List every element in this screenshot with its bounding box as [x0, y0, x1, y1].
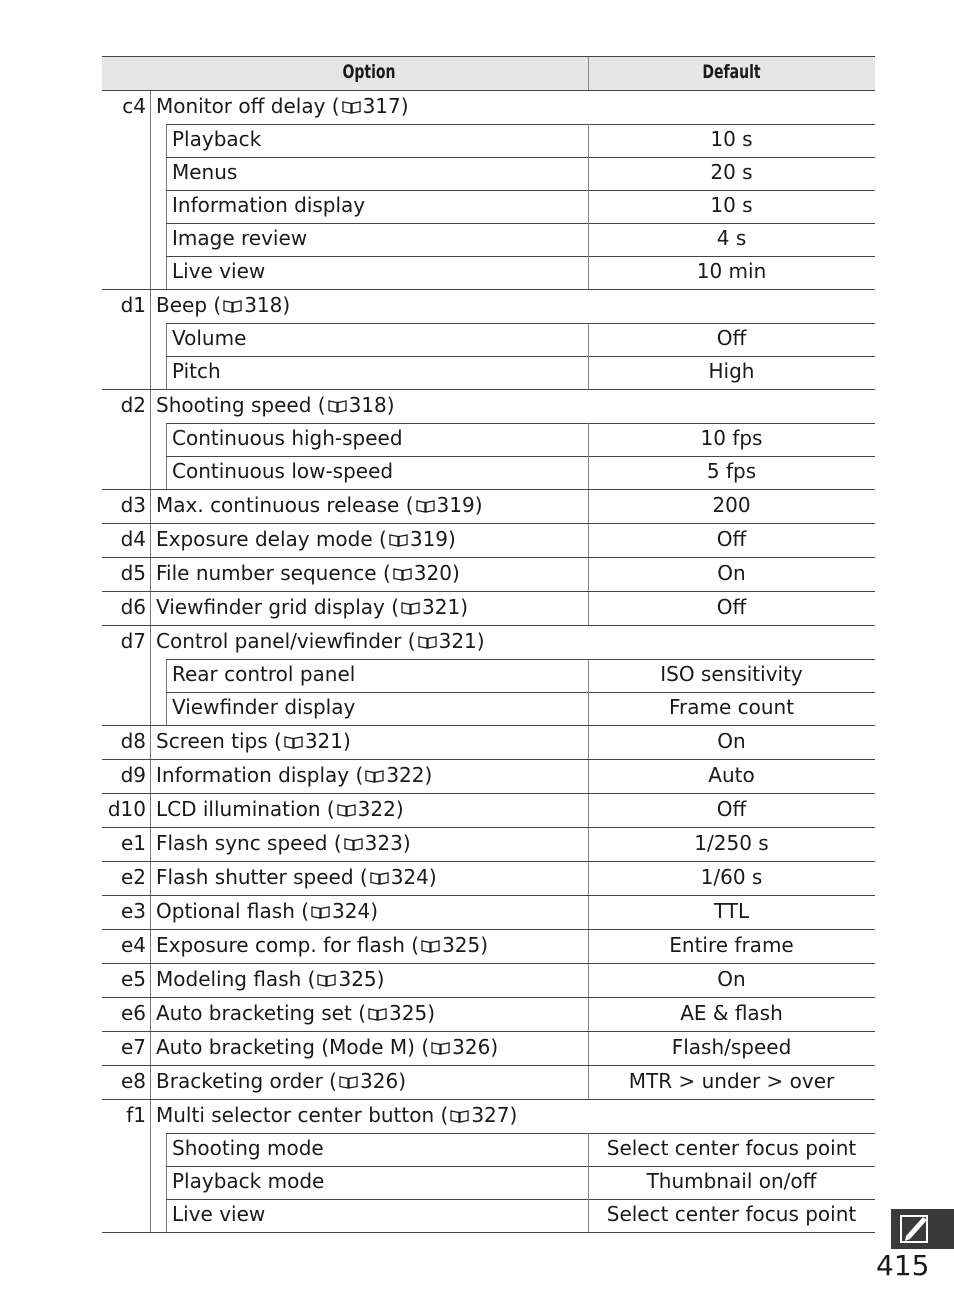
column-divider [150, 558, 151, 591]
suboption-label: Information display [172, 193, 366, 217]
option-code: d9 [120, 763, 146, 787]
book-reference-icon [393, 567, 412, 581]
option-label: LCD illumination ( 322) [156, 797, 404, 821]
table-row [102, 726, 875, 760]
suboption-label: Rear control panel [172, 662, 356, 686]
option-code: e5 [120, 967, 146, 991]
table-body [102, 91, 875, 1233]
option-label: Multi selector center button ( 327) [156, 1103, 518, 1127]
option-label: Modeling flash ( 325) [156, 967, 385, 991]
option-code: e3 [120, 899, 146, 923]
column-divider [166, 256, 167, 289]
option-label: Exposure delay mode ( 319) [156, 527, 456, 551]
column-divider [150, 524, 151, 557]
suboption-label: Shooting mode [172, 1136, 324, 1160]
option-name: Auto bracketing (Mode M) [156, 1035, 415, 1059]
option-code: d1 [120, 293, 146, 317]
column-divider [150, 626, 151, 659]
defaults-table [102, 56, 875, 1233]
book-reference-icon [421, 939, 440, 953]
option-name: Information display [156, 763, 350, 787]
table-row [102, 964, 875, 998]
column-divider [166, 157, 167, 190]
option-code: d4 [120, 527, 146, 551]
table-subrow [102, 1133, 875, 1166]
default-value: On [717, 729, 746, 753]
table-subrow [102, 256, 875, 290]
suboption-label: Volume [172, 326, 247, 350]
table-subrow [102, 356, 875, 390]
default-value: Flash/speed [671, 1035, 792, 1059]
column-divider [150, 223, 151, 256]
option-name: Monitor off delay [156, 94, 326, 118]
option-label: Exposure comp. for flash ( 325) [156, 933, 489, 957]
default-value: High [708, 359, 755, 383]
option-label: Max. continuous release ( 319) [156, 493, 483, 517]
suboption-label: Viewfinder display [172, 695, 356, 719]
default-value: 10 s [710, 193, 753, 217]
option-code: d2 [120, 393, 146, 417]
default-value: 200 [712, 493, 751, 517]
column-divider [166, 1166, 167, 1199]
default-value: Off [716, 595, 747, 619]
column-divider [150, 1032, 151, 1065]
default-value: 10 min [696, 259, 767, 283]
default-value: 5 fps [706, 459, 757, 483]
book-reference-icon [389, 533, 408, 547]
book-reference-icon [418, 635, 437, 649]
column-divider [150, 490, 151, 523]
default-value: ISO sensitivity [660, 662, 803, 686]
column-divider [150, 456, 151, 489]
page-reference: 323 [364, 831, 403, 855]
table-row [102, 626, 875, 659]
option-name: Bracketing order [156, 1069, 323, 1093]
book-reference-icon [450, 1109, 469, 1123]
column-divider [166, 1199, 167, 1232]
book-reference-icon [284, 735, 303, 749]
page-reference: 325 [338, 967, 377, 991]
table-row [102, 1066, 875, 1100]
column-divider [150, 862, 151, 895]
table-row [102, 290, 875, 323]
suboption-label: Live view [172, 259, 266, 283]
page-reference: 319 [409, 527, 449, 551]
option-name: Multi selector center button [156, 1103, 435, 1127]
option-name: Shooting speed [156, 393, 312, 417]
option-name: Beep [156, 293, 208, 317]
book-reference-icon [328, 399, 347, 413]
page-reference: 321 [422, 595, 461, 619]
option-label: Beep ( 318) [156, 293, 291, 317]
option-code: d7 [120, 629, 146, 653]
page-number: 415 [876, 1249, 930, 1282]
column-divider [166, 456, 167, 489]
suboption-label: Live view [172, 1202, 266, 1226]
table-subrow [102, 323, 875, 356]
column-divider [150, 390, 151, 423]
option-label: Shooting speed ( 318) [156, 393, 395, 417]
table-subrow [102, 1166, 875, 1199]
suboption-label: Continuous high-speed [172, 426, 403, 450]
book-reference-icon [337, 803, 356, 817]
table-row [102, 490, 875, 524]
default-value: 1/60 s [700, 865, 763, 889]
column-divider [150, 1066, 151, 1099]
page-reference: 322 [386, 763, 425, 787]
option-label: Screen tips ( 321) [156, 729, 351, 753]
column-divider [150, 964, 151, 997]
option-label: Monitor off delay ( 317) [156, 94, 409, 118]
column-divider [150, 91, 151, 124]
page-reference: 326 [360, 1069, 399, 1093]
option-code: e8 [120, 1069, 146, 1093]
column-divider [150, 290, 151, 323]
page-reference: 324 [390, 865, 429, 889]
table-row [102, 1100, 875, 1133]
table-subrow [102, 124, 875, 157]
default-value: 4 s [716, 226, 747, 250]
option-column-header: Option [342, 61, 396, 83]
table-row [102, 524, 875, 558]
page-reference: 327 [471, 1103, 510, 1127]
page-reference: 319 [436, 493, 475, 517]
option-code: c4 [122, 94, 146, 118]
option-code: e6 [120, 1001, 146, 1025]
table-row [102, 390, 875, 423]
table-subrow [102, 1199, 875, 1233]
column-divider [150, 896, 151, 929]
option-name: Optional flash [156, 899, 295, 923]
column-divider [150, 190, 151, 223]
table-row [102, 1032, 875, 1066]
table-subrow [102, 157, 875, 190]
column-divider [166, 692, 167, 725]
column-divider [150, 323, 151, 356]
column-divider [150, 760, 151, 793]
column-divider [166, 323, 167, 356]
book-reference-icon [223, 299, 242, 313]
book-reference-icon [311, 905, 330, 919]
option-name: Flash shutter speed [156, 865, 354, 889]
default-value: TTL [713, 899, 750, 923]
option-code: f1 [126, 1103, 146, 1127]
option-code: d5 [120, 561, 146, 585]
book-reference-icon [368, 1007, 387, 1021]
option-name: Screen tips [156, 729, 268, 753]
page-reference: 325 [442, 933, 481, 957]
column-divider [166, 124, 167, 157]
page-reference: 318 [348, 393, 387, 417]
option-label: Optional flash ( 324) [156, 899, 379, 923]
option-label: Auto bracketing set ( 325) [156, 1001, 436, 1025]
page-reference: 326 [452, 1035, 491, 1059]
option-label: Flash shutter speed ( 324) [156, 865, 437, 889]
option-code: d6 [120, 595, 146, 619]
option-name: LCD illumination [156, 797, 321, 821]
default-value: Off [716, 326, 747, 350]
book-reference-icon [370, 871, 389, 885]
default-value: AE & flash [680, 1001, 783, 1025]
page-reference: 325 [389, 1001, 428, 1025]
page-reference: 322 [357, 797, 396, 821]
option-label: Information display ( 322) [156, 763, 433, 787]
default-value: Select center focus point [606, 1202, 857, 1226]
book-reference-icon [401, 601, 420, 615]
default-value: Off [716, 797, 747, 821]
option-label: Viewfinder grid display ( 321) [156, 595, 469, 619]
default-value: On [717, 967, 746, 991]
option-code: e4 [120, 933, 146, 957]
column-divider [166, 1133, 167, 1166]
table-subrow [102, 456, 875, 490]
page-reference: 320 [413, 561, 452, 585]
column-divider [150, 998, 151, 1031]
default-value: Entire frame [669, 933, 794, 957]
option-name: Modeling flash [156, 967, 302, 991]
suboption-label: Continuous low-speed [172, 459, 394, 483]
book-reference-icon [431, 1041, 450, 1055]
suboption-label: Image review [172, 226, 308, 250]
option-code: e2 [120, 865, 146, 889]
option-name: Flash sync speed [156, 831, 328, 855]
default-value: Select center focus point [606, 1136, 857, 1160]
table-subrow [102, 223, 875, 256]
table-row [102, 794, 875, 828]
column-divider [150, 1166, 151, 1199]
book-reference-icon [344, 837, 363, 851]
suboption-label: Playback mode [172, 1169, 325, 1193]
option-name: Viewfinder grid display [156, 595, 385, 619]
option-code: d8 [120, 729, 146, 753]
table-row [102, 828, 875, 862]
table-subrow [102, 423, 875, 456]
column-divider [150, 423, 151, 456]
table-subrow [102, 190, 875, 223]
page-reference: 318 [244, 293, 283, 317]
column-divider [588, 57, 589, 90]
option-label: Auto bracketing (Mode M) ( 326) [156, 1035, 499, 1059]
option-label: Bracketing order ( 326) [156, 1069, 406, 1093]
page-reference: 321 [304, 729, 343, 753]
default-value: Off [716, 527, 747, 551]
option-name: File number sequence [156, 561, 377, 585]
table-row [102, 91, 875, 124]
column-divider [166, 659, 167, 692]
column-divider [150, 592, 151, 625]
default-value: Thumbnail on/off [646, 1169, 817, 1193]
option-code: e1 [120, 831, 146, 855]
table-row [102, 862, 875, 896]
default-value: 1/250 s [694, 831, 769, 855]
column-divider [166, 356, 167, 389]
table-row [102, 558, 875, 592]
column-divider [150, 692, 151, 725]
side-tab [891, 1209, 954, 1249]
column-divider [150, 726, 151, 759]
column-divider [150, 1133, 151, 1166]
table-subrow [102, 692, 875, 726]
table-row [102, 896, 875, 930]
book-reference-icon [365, 769, 384, 783]
table-row [102, 930, 875, 964]
option-code: d3 [120, 493, 146, 517]
column-divider [150, 828, 151, 861]
pencil-checkbox-icon [891, 1209, 954, 1249]
option-label: File number sequence ( 320) [156, 561, 460, 585]
option-name: Exposure delay mode [156, 527, 373, 551]
column-divider [150, 124, 151, 157]
default-value: 20 s [710, 160, 753, 184]
column-divider [166, 223, 167, 256]
default-value: Frame count [668, 695, 795, 719]
book-reference-icon [416, 499, 435, 513]
column-divider [150, 659, 151, 692]
table-header [102, 56, 875, 91]
column-divider [150, 356, 151, 389]
page-reference: 324 [332, 899, 371, 923]
option-label: Flash sync speed ( 323) [156, 831, 411, 855]
suboption-label: Menus [172, 160, 238, 184]
page-reference: 317 [362, 94, 401, 118]
option-name: Exposure comp. for flash [156, 933, 405, 957]
default-value: Auto [708, 763, 755, 787]
column-divider [150, 256, 151, 289]
default-value: 10 s [710, 127, 753, 151]
table-row [102, 998, 875, 1032]
column-divider [150, 794, 151, 827]
option-label: Control panel/viewfinder ( 321) [156, 629, 485, 653]
suboption-label: Playback [172, 127, 262, 151]
book-reference-icon [342, 100, 361, 114]
page-reference: 321 [438, 629, 477, 653]
option-code: e7 [120, 1035, 146, 1059]
default-value: On [717, 561, 746, 585]
suboption-label: Pitch [172, 359, 221, 383]
default-value: MTR > under > over [628, 1069, 835, 1093]
book-reference-icon [339, 1075, 358, 1089]
table-subrow [102, 659, 875, 692]
column-divider [150, 930, 151, 963]
column-divider [150, 1199, 151, 1232]
book-reference-icon [317, 973, 336, 987]
column-divider [166, 423, 167, 456]
column-divider [150, 157, 151, 190]
default-value: 10 fps [700, 426, 763, 450]
table-row [102, 592, 875, 626]
option-name: Max. continuous release [156, 493, 400, 517]
table-row [102, 760, 875, 794]
default-column-header: Default [702, 61, 761, 83]
option-name: Control panel/viewfinder [156, 629, 402, 653]
column-divider [150, 1100, 151, 1133]
option-code: d10 [107, 797, 146, 821]
option-name: Auto bracketing set [156, 1001, 352, 1025]
column-divider [166, 190, 167, 223]
